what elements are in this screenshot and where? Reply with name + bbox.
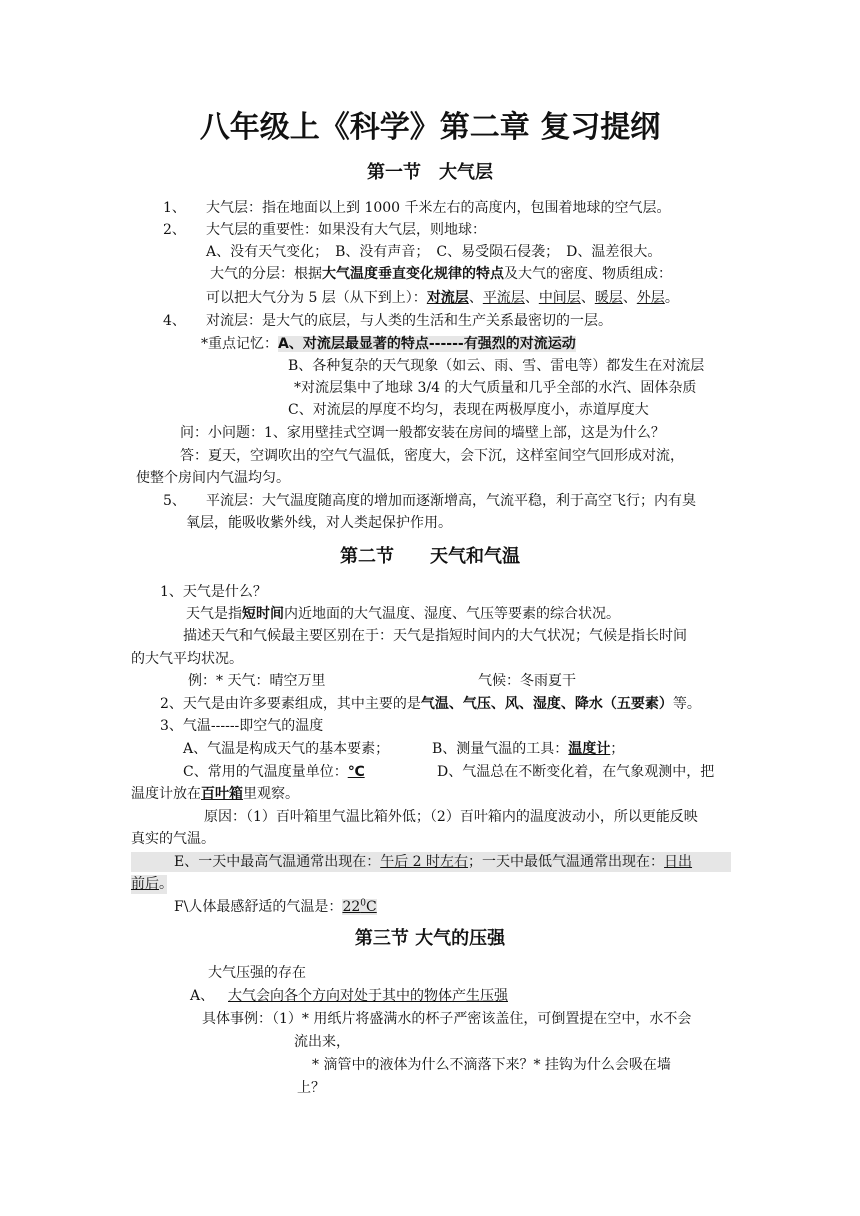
memory-point-c: C、对流层的厚度不均匀，表现在两极厚度小，赤道厚度大 (288, 402, 649, 418)
document-title: 八年级上《科学》第二章 复习提纲 (199, 110, 661, 145)
pressure-existence: 大气压强的存在 (208, 965, 306, 981)
answer-line-cont: 使整个房间内气温均匀。 (136, 470, 290, 486)
atmosphere-definition: 大气层：指在地面以上到 1000 千米左右的高度内，包围着地球的空气层。 (206, 200, 671, 216)
reason-line-cont: 真实的气温。 (131, 831, 215, 847)
atmosphere-importance: 大气层的重要性：如果没有大气层，则地球： (206, 222, 486, 238)
layer-exosphere: 外层 (636, 290, 665, 306)
example-1-cont: 流出来， (294, 1034, 350, 1050)
highlighted-key-point: A、对流层最显著的特点------有强烈的对流运动 (278, 336, 576, 352)
example-2-cont: 上？ (297, 1080, 325, 1096)
weather-elements: 2、天气是由许多要素组成，其中主要的是气温、气压、风、湿度、降水（五要素）等。 (160, 696, 701, 712)
troposphere-definition: 对流层：是大气的底层，与人类的生活和生产关系最密切的一层。 (206, 313, 612, 329)
highest-temp-time: 午后 2 时左右 (380, 854, 469, 870)
item-number: 1、 (163, 200, 186, 216)
bold-term: 短时间 (242, 606, 284, 622)
example-weather: 例：* 天气：晴空万里 (188, 673, 326, 689)
section-2-heading: 第二节 天气和气温 (340, 546, 520, 567)
layer-thermosphere: 暖层 (594, 290, 623, 306)
weather-climate-difference-cont: 的大气平均状况。 (131, 651, 243, 667)
weather-climate-difference: 描述天气和气候最主要区别在于：天气是指短时间内的大气状况；气候是指长时间 (183, 628, 687, 644)
item-number: 2、 (163, 222, 186, 238)
item-number: 4、 (163, 313, 186, 329)
stratosphere-definition: 平流层：大气温度随高度的增加而逐渐增高，气流平稳，利于高空飞行；内有臭 (206, 493, 696, 509)
louver-box-term: 百叶箱 (201, 786, 243, 802)
temperature-point-b: B、测量气温的工具：温度计； (432, 741, 625, 757)
lowest-temp-time: 日出 (664, 854, 693, 870)
thermometer-term: 温度计 (568, 741, 611, 757)
key-memory-line: *重点记忆：A、对流层最显著的特点------有强烈的对流运动 (201, 336, 576, 352)
reason-line: 原因：（1）百叶箱里气温比箱外低；（2）百叶箱内的温度波动小，所以更能反映 (204, 809, 698, 825)
comfortable-temperature-value: $22^0C$ (342, 898, 377, 915)
bold-term: 气温、气压、风、湿度、降水（五要素） (420, 696, 673, 712)
temperature-point-e-cont: 前后。 (131, 876, 173, 892)
memory-point-b: B、各种复杂的天气现象（如云、雨、雪、雷电等）都发生在对流层 (288, 358, 705, 374)
layer-division-line: 大气的分层：根据大气温度垂直变化规律的特点及大气的密度、物质组成： (210, 266, 672, 282)
stratosphere-definition-cont: 氧层，能吸收紫外线，对人类起保护作用。 (186, 515, 452, 531)
lowest-temp-time-cont: 前后 (131, 876, 159, 892)
question-line: 问：小问题：1、家用壁挂式空调一般都安装在房间的墙壁上部，这是为什么？ (180, 425, 665, 441)
comfortable-temperature: F\人体最感舒适的气温是：$22^0C$ (174, 898, 377, 915)
celsius-unit: ℃ (347, 764, 365, 780)
layers-list-line: 可以把大气分为 5 层（从下到上）：对流层、平流层、中间层、暖层、外层。 (206, 290, 679, 306)
layer-stratosphere: 平流层 (482, 290, 525, 306)
temperature-point-a: A、气温是构成天气的基本要素； (183, 741, 390, 757)
temperature-point-c: C、常用的气温度量单位：℃ (183, 764, 365, 780)
bold-term: 大气温度垂直变化规律的特点 (322, 266, 504, 282)
importance-options: A、没有天气变化； B、没有声音； C、易受陨石侵袭； D、温差很大。 (206, 244, 662, 260)
weather-question: 1、天气是什么？ (160, 584, 267, 600)
pressure-statement: 大气会向各个方向对处于其中的物体产生压强 (228, 988, 508, 1004)
section-3-heading: 第三节 大气的压强 (354, 928, 506, 949)
temperature-point-d: D、气温总在不断变化着，在气象观测中，把 (437, 764, 715, 780)
example-1: 具体事例：（1）* 用纸片将盛满水的杯子严密该盖住，可倒置提在空中，水不会 (202, 1011, 692, 1027)
section-1-heading: 第一节 大气层 (367, 162, 493, 183)
temperature-point-d-cont: 温度计放在百叶箱里观察。 (131, 786, 299, 802)
item-number: 5、 (163, 493, 186, 509)
layer-mesosphere: 中间层 (538, 290, 581, 306)
memory-point-b2: *对流层集中了地球 3/4 的大气质量和几乎全部的水汽、固体杂质 (294, 380, 697, 396)
layer-troposphere: 对流层 (426, 290, 469, 306)
temperature-heading: 3、气温------即空气的温度 (160, 718, 324, 734)
weather-definition: 天气是指短时间内近地面的大气温度、湿度、气压等要素的综合状况。 (186, 606, 620, 622)
item-number: A、 (190, 988, 215, 1004)
answer-line: 答：夏天，空调吹出的空气气温低，密度大，会下沉，这样室间空气回形成对流， (180, 448, 684, 464)
temperature-point-e: E、一天中最高气温通常出现在：午后 2 时左右；一天中最低气温通常出现在：日出 (174, 854, 693, 870)
example-2: * 滴管中的液体为什么不滴落下来？* 挂钩为什么会吸在墙 (312, 1057, 671, 1073)
example-climate: 气候：冬雨夏干 (478, 673, 576, 689)
